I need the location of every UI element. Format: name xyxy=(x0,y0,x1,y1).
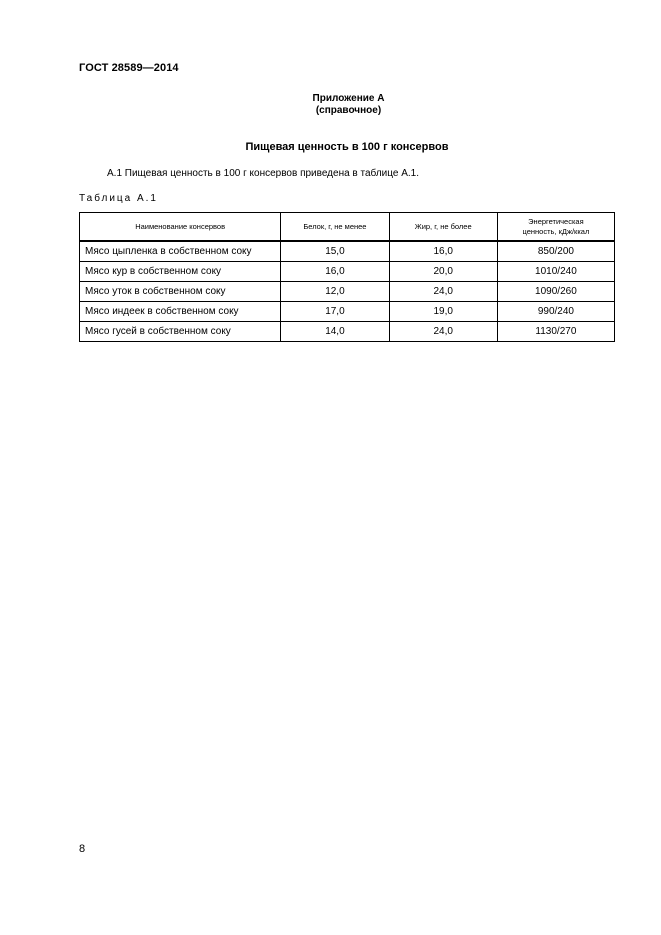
table-row xyxy=(80,241,615,262)
header-name: Наименование консервов xyxy=(80,213,281,242)
cell-protein: 15,0 xyxy=(281,241,389,262)
table-row xyxy=(80,262,615,282)
table-row xyxy=(80,322,615,342)
cell-fat: 19,0 xyxy=(389,302,497,322)
cell-name: Мясо гусей в собственном соку xyxy=(80,322,281,342)
cell-name: Мясо цыпленка в собственном соку xyxy=(80,241,281,262)
table-header-row xyxy=(80,213,615,242)
header-energy-line2: ценность, кДж/ккал xyxy=(522,226,590,236)
header-energy-line1: Энергетическая xyxy=(528,216,584,226)
appendix-heading xyxy=(0,93,661,117)
intro-paragraph: А.1 Пищевая ценность в 100 г консервов приведена в таблице А.1. xyxy=(107,168,419,179)
cell-name: Мясо индеек в собственном соку xyxy=(80,302,281,322)
section-title: Пищевая ценность в 100 г консервов xyxy=(245,141,449,153)
table-caption: Таблица А.1 xyxy=(79,193,158,204)
cell-fat: 24,0 xyxy=(389,282,497,302)
header-fat: Жир, г, не более xyxy=(389,213,497,242)
header-energy xyxy=(497,213,614,242)
cell-fat: 24,0 xyxy=(389,322,497,342)
cell-protein: 12,0 xyxy=(281,282,389,302)
cell-energy: 1090/260 xyxy=(497,282,614,302)
table-row xyxy=(80,302,615,322)
table-row xyxy=(80,282,615,302)
document-header: ГОСТ 28589—2014 xyxy=(79,62,179,74)
cell-fat: 16,0 xyxy=(389,241,497,262)
cell-energy: 1010/240 xyxy=(497,262,614,282)
header-protein: Белок, г, не менее xyxy=(281,213,389,242)
cell-energy: 990/240 xyxy=(497,302,614,322)
cell-fat: 20,0 xyxy=(389,262,497,282)
cell-name: Мясо кур в собственном соку xyxy=(80,262,281,282)
appendix-title: Приложение А xyxy=(312,93,385,104)
cell-energy: 1130/270 xyxy=(497,322,614,342)
nutrition-table xyxy=(79,212,615,342)
page-number: 8 xyxy=(79,843,86,855)
cell-protein: 16,0 xyxy=(281,262,389,282)
cell-protein: 14,0 xyxy=(281,322,389,342)
cell-name: Мясо уток в собственном соку xyxy=(80,282,281,302)
appendix-subtitle: (справочное) xyxy=(315,105,382,116)
cell-protein: 17,0 xyxy=(281,302,389,322)
section-title-wrapper xyxy=(0,141,661,153)
cell-energy: 850/200 xyxy=(497,241,614,262)
